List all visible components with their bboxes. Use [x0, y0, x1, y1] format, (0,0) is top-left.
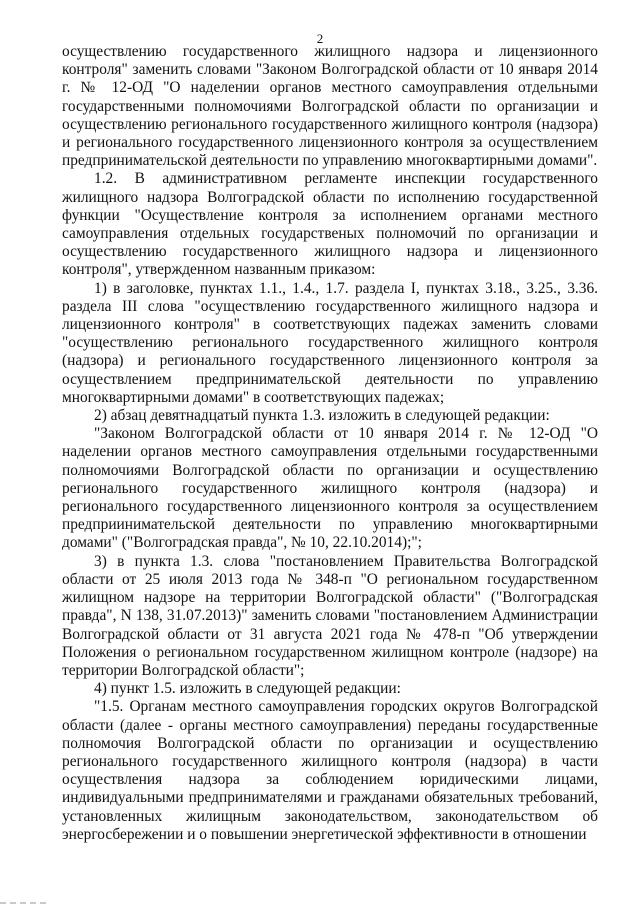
- paragraph-continuation: осуществлению государственного жилищного надзора и лицензионного контроля" заменить словами "Законом Волгоградской области от 10 января 2014 г. № 12-ОД "О наделении органов местного самоуправления отдельными государственными полномочиями Волгоградской области по организации и осуществлению регионального государственного жилищного контроля (надзора) и регионального государственного лицензионного контроля за осуществлением предпринимательской деятельности по управлению многоквартирными домами".: [62, 43, 598, 170]
- paragraph-section-1-2: 1.2. В административном регламенте инспекции государственного жилищного надзора Волгоградской области по исполнению государственной функции "Осуществление контроля за исполнением органами местного самоуправления отдельных государственых полномочий по организации и осуществлению государственного жилищного надзора и лицензионного контроля", утвержденном названным приказом:: [62, 170, 598, 279]
- paragraph-item-3: 3) в пункта 1.3. слова "постановлением Правительства Волгоградской области от 25 июля 2013 года № 348-п "О региональном государственном жилищном надзоре на территории Волгоградской области" ("Волгоградская правда", N 138, 31.07.2013)" заменить словами "постановлением Администрации Волгоградской области от 31 августа 2021 года № 478-п "Об утверждении Положения о региональном государственном жилищном контроле (надзоре) на территории Волгоградской области";: [62, 552, 598, 679]
- paragraph-item-4-quote: "1.5. Органам местного самоуправления городских округов Волгоградской области (далее - органы местного самоуправления) переданы государственные полномочия Волгоградской области по организации и осуществлению регионального государственного жилищного контроля (надзора) в части осуществления надзора за соблюдением юридическими лицами, индивидуальными предпринимателями и гражданами обязательных требований, установленных жилищным законодательством, законодательством об энергосбережении и о повышении энергетической эффективности в отношении: [62, 698, 598, 843]
- paragraph-item-2-quote: "Законом Волгоградской области от 10 января 2014 г. № 12-ОД "О наделении органов местного самоуправления отдельными государственными полномочиями Волгоградской области по организации и осуществлению регионального государственного жилищного контроля (надзора) и регионального государственного лицензионного контроля за осуществлением предприинимательской деятельности по управлению многоквартирными домами" ("Волгоградская правда", № 10, 22.10.2014);";: [62, 425, 598, 552]
- scan-artifact: [0, 902, 46, 904]
- document-body: [62, 43, 598, 844]
- paragraph-item-1: 1) в заголовке, пунктах 1.1., 1.4., 1.7. раздела I, пунктах 3.18., 3.25., 3.36. раздела III слова "осуществлению государственного жилищного надзора и лицензионного контроля" в соответствующих падежах заменить словами "осуществлению регионального государственного жилищного контроля (надзора) и регионального государственного лицензионного контроля за осуществлением предпринимательской деятельности по управлению многоквартирными домами" в соответствующих падежах;: [62, 279, 598, 406]
- paragraph-item-2: 2) абзац девятнадцатый пункта 1.3. изложить в следующей редакции:: [94, 407, 550, 425]
- paragraph-item-4: 4) пункт 1.5. изложить в следующей редакции:: [94, 680, 401, 698]
- page-number: 2: [316, 31, 324, 46]
